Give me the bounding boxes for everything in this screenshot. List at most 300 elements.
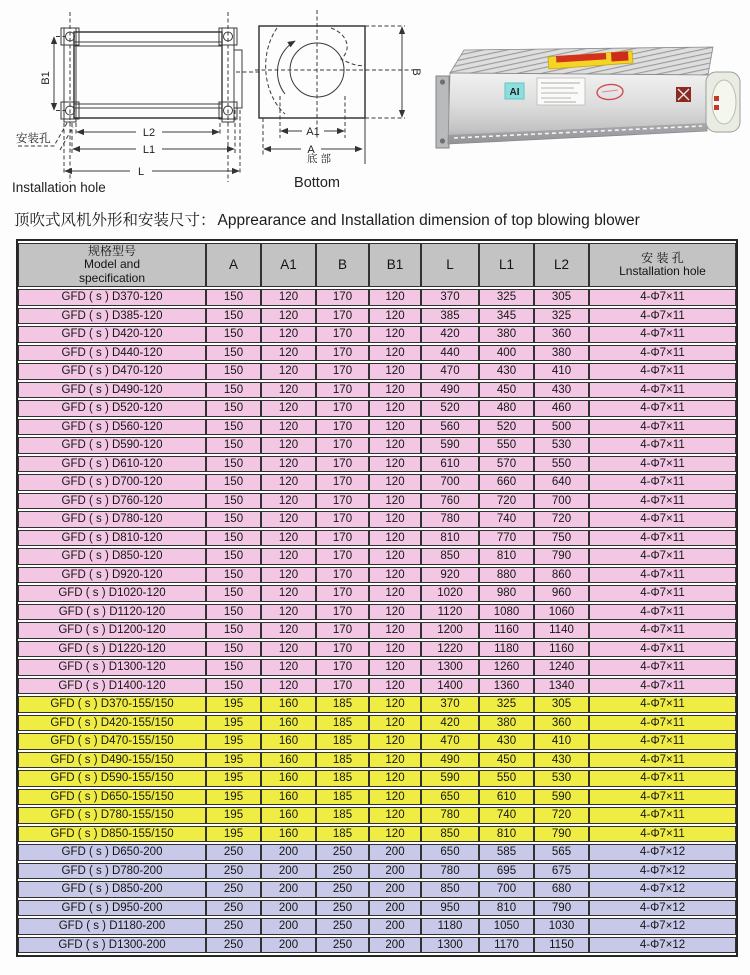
table-row [18, 456, 736, 473]
dim-cell: 780 [421, 807, 479, 824]
dim-cell: 4-Φ7×11 [589, 400, 736, 417]
dim-cell: 860 [534, 567, 589, 584]
dim-cell: 4-Φ7×11 [589, 363, 736, 380]
col-header-model [18, 243, 206, 287]
dim-cell: 160 [261, 733, 316, 750]
spec-table [16, 239, 738, 957]
model-cell: GFD ( s ) D1180-200 [18, 918, 206, 935]
dim-cell: 195 [206, 770, 261, 787]
model-cell: GFD ( s ) D590-120 [18, 437, 206, 454]
dim-cell: 120 [369, 715, 421, 732]
dim-cell: 750 [534, 530, 589, 547]
dim-cell: 450 [479, 752, 534, 769]
dim-cell: 380 [534, 345, 589, 362]
dim-cell: 810 [479, 826, 534, 843]
dim-cell: 170 [316, 659, 369, 676]
dim-cell: 195 [206, 715, 261, 732]
section-title-en: Apprearance and Installation dimension of top blowing blower [217, 212, 640, 229]
dim-cell: 490 [421, 382, 479, 399]
model-cell: GFD ( s ) D370-120 [18, 289, 206, 306]
fan-housing-outline [74, 32, 242, 118]
table-row [18, 604, 736, 621]
table-row [18, 641, 736, 658]
dim-cell: 4-Φ7×12 [589, 937, 736, 954]
dim-cell: 430 [479, 363, 534, 380]
table-row [18, 918, 736, 935]
table-row [18, 308, 736, 325]
dim-cell: 120 [261, 659, 316, 676]
dim-cell: 1160 [534, 641, 589, 658]
dim-cell: 120 [369, 789, 421, 806]
dim-cell: 200 [261, 863, 316, 880]
col-header-l1: L1 [479, 243, 534, 287]
dim-cell: 170 [316, 400, 369, 417]
dim-label-l2: L2 [142, 127, 156, 139]
rotation-arrow [277, 41, 295, 94]
dim-cell: 120 [261, 289, 316, 306]
dim-cell: 520 [479, 419, 534, 436]
dim-cell: 1400 [421, 678, 479, 695]
dim-cell: 150 [206, 326, 261, 343]
dim-cell: 780 [421, 863, 479, 880]
dim-cell: 150 [206, 474, 261, 491]
dim-cell: 195 [206, 752, 261, 769]
table-row [18, 493, 736, 510]
table-row [18, 770, 736, 787]
dim-cell: 760 [421, 493, 479, 510]
col-header-b: B [316, 243, 369, 287]
table-row [18, 937, 736, 954]
dim-cell: 410 [534, 363, 589, 380]
dim-cell: 120 [369, 530, 421, 547]
dim-label-b1: B1 [40, 71, 52, 85]
dim-cell: 4-Φ7×11 [589, 437, 736, 454]
dim-cell: 120 [261, 604, 316, 621]
dim-cell: 170 [316, 622, 369, 639]
dim-cell: 4-Φ7×11 [589, 696, 736, 713]
dim-cell: 430 [534, 752, 589, 769]
dim-cell: 200 [261, 918, 316, 935]
dim-cell: 120 [261, 474, 316, 491]
dim-cell: 650 [421, 789, 479, 806]
dim-cell: 250 [206, 937, 261, 954]
dim-cell: 640 [534, 474, 589, 491]
dimension-a1 [280, 96, 345, 138]
dim-cell: 150 [206, 363, 261, 380]
dim-cell: 360 [534, 326, 589, 343]
dim-cell: 150 [206, 641, 261, 658]
dim-cell: 1180 [479, 641, 534, 658]
dim-cell: 960 [534, 585, 589, 602]
dim-cell: 550 [479, 770, 534, 787]
dim-cell: 170 [316, 678, 369, 695]
table-row [18, 659, 736, 676]
dim-cell: 195 [206, 696, 261, 713]
dim-cell: 650 [421, 844, 479, 861]
dim-cell: 160 [261, 770, 316, 787]
model-cell: GFD ( s ) D1200-120 [18, 622, 206, 639]
dim-cell: 185 [316, 807, 369, 824]
header-label: Lnstallation hole [619, 264, 706, 278]
col-header-b1: B1 [369, 243, 421, 287]
table-row [18, 752, 736, 769]
model-cell: GFD ( s ) D650-200 [18, 844, 206, 861]
housing-outline [259, 26, 365, 118]
dim-cell: 1150 [534, 937, 589, 954]
dim-cell: 430 [479, 733, 534, 750]
dim-cell: 120 [369, 400, 421, 417]
table-row [18, 382, 736, 399]
dim-cell: 1160 [479, 622, 534, 639]
dim-cell: 150 [206, 585, 261, 602]
dim-cell: 1260 [479, 659, 534, 676]
section-title [14, 208, 750, 230]
dim-cell: 305 [534, 696, 589, 713]
model-cell: GFD ( s ) D780-155/150 [18, 807, 206, 824]
dim-cell: 250 [206, 844, 261, 861]
col-header-hole [589, 243, 736, 287]
dim-cell: 200 [369, 918, 421, 935]
dim-cell: 120 [261, 548, 316, 565]
dim-cell: 740 [479, 511, 534, 528]
bolt-head-icon [440, 79, 445, 84]
table-row [18, 567, 736, 584]
model-cell: GFD ( s ) D610-120 [18, 456, 206, 473]
dim-cell: 120 [261, 567, 316, 584]
dim-cell: 160 [261, 807, 316, 824]
model-cell: GFD ( s ) D420-155/150 [18, 715, 206, 732]
dim-cell: 120 [369, 641, 421, 658]
dim-cell: 250 [206, 918, 261, 935]
dim-cell: 150 [206, 511, 261, 528]
dim-cell: 170 [316, 419, 369, 436]
dim-cell: 200 [261, 881, 316, 898]
dim-cell: 120 [369, 456, 421, 473]
side-view-diagram [10, 6, 262, 200]
dim-cell: 120 [261, 437, 316, 454]
model-cell: GFD ( s ) D850-155/150 [18, 826, 206, 843]
dim-cell: 4-Φ7×12 [589, 900, 736, 917]
dim-label-l1: L1 [142, 144, 156, 156]
dim-cell: 695 [479, 863, 534, 880]
dim-cell: 430 [534, 382, 589, 399]
dim-cell: 4-Φ7×11 [589, 604, 736, 621]
model-cell: GFD ( s ) D920-120 [18, 567, 206, 584]
model-cell: GFD ( s ) D780-200 [18, 863, 206, 880]
model-cell: GFD ( s ) D700-120 [18, 474, 206, 491]
dim-cell: 470 [421, 733, 479, 750]
dim-cell: 120 [261, 511, 316, 528]
dim-cell: 150 [206, 289, 261, 306]
dim-cell: 590 [421, 770, 479, 787]
dim-cell: 4-Φ7×12 [589, 918, 736, 935]
table-row [18, 696, 736, 713]
dim-cell: 585 [479, 844, 534, 861]
dim-cell: 4-Φ7×11 [589, 770, 736, 787]
dim-cell: 120 [369, 308, 421, 325]
dim-cell: 170 [316, 289, 369, 306]
dim-cell: 1240 [534, 659, 589, 676]
dim-cell: 380 [479, 715, 534, 732]
dim-cell: 250 [316, 900, 369, 917]
spec-label [537, 78, 585, 105]
dim-cell: 185 [316, 752, 369, 769]
model-cell: GFD ( s ) D385-120 [18, 308, 206, 325]
dim-cell: 250 [206, 881, 261, 898]
ai-badge-text: AI [509, 87, 520, 98]
dim-cell: 120 [369, 807, 421, 824]
dim-cell: 170 [316, 363, 369, 380]
dim-cell: 250 [316, 937, 369, 954]
dim-cell: 200 [369, 863, 421, 880]
header-label: specification [78, 270, 146, 285]
motor-flange [234, 50, 242, 108]
dim-cell: 450 [479, 382, 534, 399]
dim-cell: 850 [421, 826, 479, 843]
dim-cell: 170 [316, 511, 369, 528]
dim-label-b: B [410, 68, 422, 76]
header-label: 规格型号 [87, 243, 136, 258]
model-cell: GFD ( s ) D470-155/150 [18, 733, 206, 750]
dim-cell: 530 [534, 770, 589, 787]
dim-cell: 150 [206, 567, 261, 584]
dim-cell: 170 [316, 382, 369, 399]
table-row [18, 733, 736, 750]
dim-cell: 170 [316, 493, 369, 510]
figures-row [0, 0, 750, 200]
dim-cell: 550 [534, 456, 589, 473]
table-row [18, 530, 736, 547]
dim-cell: 680 [534, 881, 589, 898]
dim-cell: 120 [261, 308, 316, 325]
dim-cell: 4-Φ7×11 [589, 752, 736, 769]
dim-cell: 345 [479, 308, 534, 325]
dim-cell: 120 [261, 530, 316, 547]
dim-cell: 4-Φ7×11 [589, 807, 736, 824]
dim-cell: 250 [206, 900, 261, 917]
dim-cell: 150 [206, 456, 261, 473]
bottom-label-en: Bottom [294, 175, 340, 191]
dim-cell: 4-Φ7×11 [589, 715, 736, 732]
dim-cell: 380 [479, 326, 534, 343]
dim-cell: 120 [369, 289, 421, 306]
dim-cell: 195 [206, 789, 261, 806]
terminal-dot [714, 96, 719, 101]
warning-label [676, 87, 691, 102]
dim-cell: 150 [206, 419, 261, 436]
dimension-b1 [40, 37, 66, 111]
dim-cell: 325 [534, 308, 589, 325]
dim-cell: 195 [206, 733, 261, 750]
installation-hole-label-cn: 安装孔 [16, 133, 51, 145]
dim-cell: 170 [316, 326, 369, 343]
dim-cell: 920 [421, 567, 479, 584]
table-row [18, 548, 736, 565]
dim-cell: 120 [369, 437, 421, 454]
product-photo [428, 10, 744, 196]
dim-cell: 120 [369, 345, 421, 362]
dim-cell: 360 [534, 715, 589, 732]
dim-cell: 520 [421, 400, 479, 417]
dim-cell: 185 [316, 789, 369, 806]
model-cell: GFD ( s ) D440-120 [18, 345, 206, 362]
dim-cell: 120 [369, 733, 421, 750]
dim-cell: 560 [421, 419, 479, 436]
dim-cell: 4-Φ7×11 [589, 474, 736, 491]
dim-cell: 460 [534, 400, 589, 417]
dim-cell: 1080 [479, 604, 534, 621]
dim-cell: 200 [261, 937, 316, 954]
model-cell: GFD ( s ) D370-155/150 [18, 696, 206, 713]
table-row [18, 715, 736, 732]
dim-cell: 170 [316, 641, 369, 658]
dim-cell: 170 [316, 548, 369, 565]
bolt-head-icon [440, 138, 445, 143]
dim-cell: 250 [316, 844, 369, 861]
dim-cell: 530 [534, 437, 589, 454]
model-cell: GFD ( s ) D780-120 [18, 511, 206, 528]
header-label: Model and [83, 257, 141, 272]
dim-cell: 4-Φ7×12 [589, 844, 736, 861]
dim-cell: 150 [206, 345, 261, 362]
table-row [18, 863, 736, 880]
model-cell: GFD ( s ) D760-120 [18, 493, 206, 510]
model-cell: GFD ( s ) D1300-200 [18, 937, 206, 954]
dim-cell: 660 [479, 474, 534, 491]
dim-cell: 120 [369, 382, 421, 399]
dim-cell: 720 [534, 511, 589, 528]
dim-cell: 200 [369, 937, 421, 954]
dim-cell: 325 [479, 289, 534, 306]
dim-cell: 170 [316, 567, 369, 584]
table-row [18, 807, 736, 824]
dim-cell: 185 [316, 715, 369, 732]
dim-cell: 170 [316, 604, 369, 621]
dim-cell: 120 [369, 770, 421, 787]
dim-cell: 1060 [534, 604, 589, 621]
dim-cell: 770 [479, 530, 534, 547]
model-cell: GFD ( s ) D470-120 [18, 363, 206, 380]
dim-cell: 185 [316, 770, 369, 787]
model-cell: GFD ( s ) D490-155/150 [18, 752, 206, 769]
dim-cell: 200 [369, 844, 421, 861]
dim-cell: 720 [534, 807, 589, 824]
dim-cell: 250 [316, 881, 369, 898]
dim-cell: 570 [479, 456, 534, 473]
table-row [18, 900, 736, 917]
dim-label-l: L [137, 166, 145, 178]
dim-cell: 980 [479, 585, 534, 602]
dim-cell: 120 [261, 363, 316, 380]
dim-cell: 4-Φ7×11 [589, 789, 736, 806]
dim-cell: 120 [261, 456, 316, 473]
dim-cell: 120 [369, 493, 421, 510]
dim-cell: 480 [479, 400, 534, 417]
dim-cell: 1170 [479, 937, 534, 954]
terminal-dot [714, 105, 719, 110]
table-row [18, 437, 736, 454]
dim-cell: 170 [316, 456, 369, 473]
dim-cell: 200 [369, 900, 421, 917]
left-end-bracket [436, 76, 449, 148]
spec-table-body [18, 289, 736, 953]
dim-cell: 200 [261, 900, 316, 917]
dim-cell: 810 [479, 548, 534, 565]
dim-cell: 150 [206, 493, 261, 510]
dim-cell: 410 [534, 733, 589, 750]
dim-cell: 150 [206, 530, 261, 547]
dim-cell: 1300 [421, 659, 479, 676]
dim-cell: 170 [316, 345, 369, 362]
dim-cell: 675 [534, 863, 589, 880]
dim-cell: 4-Φ7×11 [589, 493, 736, 510]
dim-cell: 150 [206, 437, 261, 454]
table-row [18, 289, 736, 306]
dim-cell: 120 [261, 382, 316, 399]
dim-cell: 160 [261, 696, 316, 713]
dim-cell: 150 [206, 659, 261, 676]
dim-cell: 120 [369, 752, 421, 769]
dim-cell: 120 [369, 604, 421, 621]
motor-end-cap [712, 80, 736, 124]
model-cell: GFD ( s ) D650-155/150 [18, 789, 206, 806]
dim-cell: 500 [534, 419, 589, 436]
table-row [18, 881, 736, 898]
dim-cell: 200 [261, 844, 316, 861]
table-row [18, 844, 736, 861]
model-cell: GFD ( s ) D810-120 [18, 530, 206, 547]
dim-cell: 120 [369, 548, 421, 565]
model-cell: GFD ( s ) D950-200 [18, 900, 206, 917]
dim-cell: 550 [479, 437, 534, 454]
dim-cell: 490 [421, 752, 479, 769]
dim-cell: 4-Φ7×11 [589, 678, 736, 695]
centerlines [70, 12, 262, 182]
dim-cell: 150 [206, 622, 261, 639]
dim-cell: 160 [261, 752, 316, 769]
dim-cell: 4-Φ7×11 [589, 641, 736, 658]
table-row [18, 789, 736, 806]
dim-cell: 170 [316, 530, 369, 547]
dim-cell: 1180 [421, 918, 479, 935]
dim-cell: 120 [261, 622, 316, 639]
dim-cell: 150 [206, 400, 261, 417]
dim-cell: 160 [261, 789, 316, 806]
table-row [18, 678, 736, 695]
dim-cell: 120 [261, 419, 316, 436]
dim-cell: 305 [534, 289, 589, 306]
dim-cell: 700 [534, 493, 589, 510]
dim-cell: 120 [369, 659, 421, 676]
model-cell: GFD ( s ) D1400-120 [18, 678, 206, 695]
dim-cell: 470 [421, 363, 479, 380]
dim-cell: 4-Φ7×11 [589, 548, 736, 565]
dim-cell: 810 [479, 900, 534, 917]
dim-cell: 880 [479, 567, 534, 584]
dim-cell: 440 [421, 345, 479, 362]
model-cell: GFD ( s ) D490-120 [18, 382, 206, 399]
dim-cell: 1200 [421, 622, 479, 639]
dim-cell: 150 [206, 604, 261, 621]
dim-cell: 1050 [479, 918, 534, 935]
dim-cell: 400 [479, 345, 534, 362]
installation-hole-callout [12, 123, 106, 195]
dim-cell: 150 [206, 678, 261, 695]
model-cell: GFD ( s ) D560-120 [18, 419, 206, 436]
dim-cell: 4-Φ7×11 [589, 659, 736, 676]
dim-cell: 700 [421, 474, 479, 491]
dim-cell: 120 [261, 493, 316, 510]
